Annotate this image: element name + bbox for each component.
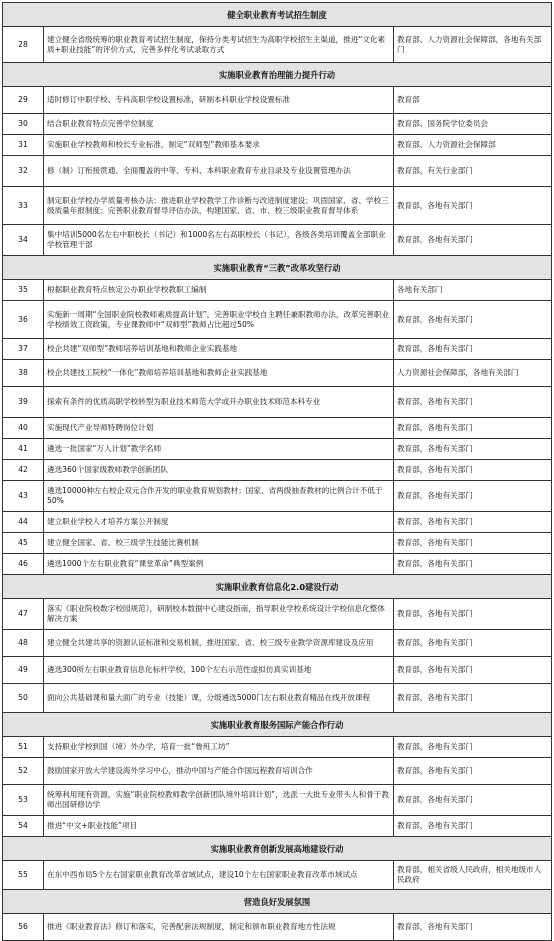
task-number: 40 bbox=[3, 418, 44, 439]
task-number: 48 bbox=[3, 630, 44, 657]
section-header-row bbox=[3, 3, 552, 27]
responsible-department: 教育部，各地有关部门 bbox=[393, 657, 551, 684]
responsible-department: 教育部，各地有关部门 bbox=[393, 481, 551, 512]
task-number: 46 bbox=[3, 554, 44, 575]
task-number: 41 bbox=[3, 439, 44, 460]
task-number: 45 bbox=[3, 533, 44, 554]
table-row bbox=[3, 599, 552, 630]
task-number: 50 bbox=[3, 684, 44, 713]
task-number: 28 bbox=[3, 27, 44, 63]
responsible-department: 教育部，各地有关部门 bbox=[393, 301, 551, 339]
task-number: 29 bbox=[3, 87, 44, 114]
responsible-department: 教育部、人力资源社会保障部，各地有关部门 bbox=[393, 27, 551, 63]
table-row bbox=[3, 27, 552, 63]
task-content: 推进“中文+职业技能”项目 bbox=[44, 816, 394, 837]
table-row bbox=[3, 630, 552, 657]
table-row bbox=[3, 187, 552, 225]
task-table bbox=[2, 2, 552, 941]
table-row bbox=[3, 914, 552, 941]
responsible-department: 教育部、人力资源社会保障部 bbox=[393, 135, 551, 156]
table-row bbox=[3, 684, 552, 713]
task-content: 统筹利用现有资源，实施“职业院校教师教学创新团队境外培训计划”，选派一大批专业带头人和骨干教师出国研修访学 bbox=[44, 785, 394, 816]
section-header-row bbox=[3, 256, 552, 280]
task-number: 38 bbox=[3, 360, 44, 387]
section-header-row bbox=[3, 837, 552, 861]
responsible-department: 人力资源社会保障部，各地有关部门 bbox=[393, 360, 551, 387]
task-content: 遴选一批国家“万人计划”教学名师 bbox=[44, 439, 394, 460]
section-header-row bbox=[3, 890, 552, 914]
responsible-department: 教育部，各地有关部门 bbox=[393, 737, 551, 758]
section-title: 实施职业教育“三教”改革攻坚行动 bbox=[3, 256, 552, 280]
task-content: 建立健全国家、省、校三级学生技能比赛机制 bbox=[44, 533, 394, 554]
table-row bbox=[3, 758, 552, 785]
task-number: 33 bbox=[3, 187, 44, 225]
section-title: 实施职业教育治理能力提升行动 bbox=[3, 63, 552, 87]
table-row bbox=[3, 785, 552, 816]
task-table-body bbox=[3, 3, 552, 941]
section-title: 营造良好发展氛围 bbox=[3, 890, 552, 914]
section-title: 实施职业教育信息化2.0建设行动 bbox=[3, 575, 552, 599]
responsible-department: 教育部，各地有关部门 bbox=[393, 630, 551, 657]
task-content: 根据职业教育特点核定公办职业学校教职工编制 bbox=[44, 280, 394, 301]
task-number: 42 bbox=[3, 460, 44, 481]
task-content: 实施新一周期“全国职业院校教师素质提高计划”，完善职业学校自主聘任兼职教师办法，改革完善职业学校绩效工资政策，专业课教师中“双师型”教师占比超过50% bbox=[44, 301, 394, 339]
table-row bbox=[3, 737, 552, 758]
responsible-department: 教育部，各地有关部门 bbox=[393, 418, 551, 439]
task-content: 探索有条件的优质高职学校转型为职业技术师范大学或开办职业技术师范本科专业 bbox=[44, 387, 394, 418]
task-content: 遴选300所左右职业教育信息化标杆学校，100个左右示范性虚拟仿真实训基地 bbox=[44, 657, 394, 684]
task-number: 47 bbox=[3, 599, 44, 630]
task-content: 制定职业学校办学质量考核办法；推进职业学校教学工作诊断与改进制度建设；巩固国家、省、学校三级质量年报制度；完善职业教育督导评估办法，构建国家、省、市、校三级职业教育督导体系 bbox=[44, 187, 394, 225]
task-content: 建立职业学校人才培养方案公开制度 bbox=[44, 512, 394, 533]
task-number: 53 bbox=[3, 785, 44, 816]
table-row bbox=[3, 418, 552, 439]
responsible-department: 教育部，各地有关部门 bbox=[393, 187, 551, 225]
task-content: 遴选1000个左右职业教育“课堂革命”典型案例 bbox=[44, 554, 394, 575]
task-content: 集中培训5000名左右中职校长（书记）和1000名左右高职校长（书记），各级各类培训覆盖全部职业学校管理干部 bbox=[44, 225, 394, 256]
task-number: 44 bbox=[3, 512, 44, 533]
task-number: 39 bbox=[3, 387, 44, 418]
task-content: 落实《职业院校数字校园规范》，研制校本数据中心建设指南，指导职业学校系统设计学校信息化整体解决方案 bbox=[44, 599, 394, 630]
task-number: 49 bbox=[3, 657, 44, 684]
task-content: 建立健全共建共享的资源认证标准和交易机制，推进国家、省、校三级专业教学资源库建设及应用 bbox=[44, 630, 394, 657]
table-row bbox=[3, 439, 552, 460]
responsible-department: 教育部 bbox=[393, 87, 551, 114]
table-row bbox=[3, 225, 552, 256]
task-content: 结合职业教育特点完善学位制度 bbox=[44, 114, 394, 135]
task-number: 32 bbox=[3, 156, 44, 187]
task-number: 36 bbox=[3, 301, 44, 339]
task-content: 遴选10000种左右校企双元合作开发的职业教育规划教材；国家、省两级抽查教材的比例合计不低于50% bbox=[44, 481, 394, 512]
task-content: 在东中西布局5个左右国家职业教育改革省域试点，建设10个左右国家职业教育改革市域试点 bbox=[44, 861, 394, 890]
table-row bbox=[3, 360, 552, 387]
responsible-department: 各地有关部门 bbox=[393, 280, 551, 301]
task-content: 校企共建技工院校“一体化”教师培养培训基地和教师企业实践基地 bbox=[44, 360, 394, 387]
section-header-row bbox=[3, 63, 552, 87]
table-row bbox=[3, 460, 552, 481]
table-row bbox=[3, 861, 552, 890]
task-number: 51 bbox=[3, 737, 44, 758]
table-row bbox=[3, 280, 552, 301]
table-row bbox=[3, 533, 552, 554]
responsible-department: 教育部，各地有关部门 bbox=[393, 533, 551, 554]
table-row bbox=[3, 657, 552, 684]
task-content: 推进《职业教育法》修订和落实，完善配套法规制度，制定和颁布职业教育地方性法规 bbox=[44, 914, 394, 941]
task-content: 实施职业学校教师和校长专业标准，制定“双师型”教师基本要求 bbox=[44, 135, 394, 156]
responsible-department: 教育部，各地有关部门 bbox=[393, 339, 551, 360]
section-title: 实施职业教育服务国际产能合作行动 bbox=[3, 713, 552, 737]
table-row bbox=[3, 816, 552, 837]
responsible-department: 教育部，各地有关部门 bbox=[393, 460, 551, 481]
responsible-department: 教育部，各地有关部门 bbox=[393, 599, 551, 630]
section-title: 健全职业教育考试招生制度 bbox=[3, 3, 552, 27]
task-content: 实施现代产业导师特聘岗位计划 bbox=[44, 418, 394, 439]
task-content: 建立健全省级统筹的职业教育考试招生制度，保持分类考试招生为高职学校招生主渠道，推进“文化素质+职业技能”的评价方式，完善多样化考试录取方式 bbox=[44, 27, 394, 63]
responsible-department: 教育部，各地有关部门 bbox=[393, 439, 551, 460]
table-row bbox=[3, 135, 552, 156]
table-row bbox=[3, 114, 552, 135]
table-row bbox=[3, 156, 552, 187]
task-content: 校企共建“双师型”教师培养培训基地和教师企业实践基地 bbox=[44, 339, 394, 360]
task-number: 34 bbox=[3, 225, 44, 256]
task-content: 修（制）订衔接贯通、全面覆盖的中等、专科、本科职业教育专业目录及专业设置管理办法 bbox=[44, 156, 394, 187]
responsible-department: 教育部，各地有关部门 bbox=[393, 785, 551, 816]
task-number: 31 bbox=[3, 135, 44, 156]
table-row bbox=[3, 481, 552, 512]
table-row bbox=[3, 554, 552, 575]
table-row bbox=[3, 339, 552, 360]
task-number: 52 bbox=[3, 758, 44, 785]
responsible-department: 教育部、国务院学位委员会 bbox=[393, 114, 551, 135]
responsible-department: 教育部，各地有关部门 bbox=[393, 387, 551, 418]
task-number: 43 bbox=[3, 481, 44, 512]
task-content: 支持职业学校到国（境）外办学，培育一批“鲁班工坊” bbox=[44, 737, 394, 758]
task-content: 鼓励国家开放大学建设海外学习中心，推动中国与产能合作国远程教育培训合作 bbox=[44, 758, 394, 785]
responsible-department: 教育部，各地有关部门 bbox=[393, 554, 551, 575]
table-row bbox=[3, 87, 552, 114]
task-content: 面向公共基础课和量大面广的专业（技能）课，分级遴选5000门左右职业教育精品在线开放课程 bbox=[44, 684, 394, 713]
table-row bbox=[3, 301, 552, 339]
responsible-department: 教育部，各地有关部门 bbox=[393, 225, 551, 256]
task-number: 56 bbox=[3, 914, 44, 941]
section-header-row bbox=[3, 575, 552, 599]
section-title: 实施职业教育创新发展高地建设行动 bbox=[3, 837, 552, 861]
responsible-department: 教育部，各地有关部门 bbox=[393, 758, 551, 785]
responsible-department: 教育部，相关省级人民政府，相关地级市人民政府 bbox=[393, 861, 551, 890]
task-number: 55 bbox=[3, 861, 44, 890]
task-number: 30 bbox=[3, 114, 44, 135]
task-content: 遴选360个国家级教师教学创新团队 bbox=[44, 460, 394, 481]
table-row bbox=[3, 387, 552, 418]
task-content: 适时修订中职学校、专科高职学校设置标准，研制本科职业学校设置标准 bbox=[44, 87, 394, 114]
responsible-department: 教育部，各地有关部门 bbox=[393, 816, 551, 837]
task-number: 37 bbox=[3, 339, 44, 360]
responsible-department: 教育部，各地有关部门 bbox=[393, 684, 551, 713]
responsible-department: 教育部，各地有关部门 bbox=[393, 914, 551, 941]
task-number: 35 bbox=[3, 280, 44, 301]
responsible-department: 教育部，各地有关部门 bbox=[393, 512, 551, 533]
responsible-department: 教育部，有关行业部门 bbox=[393, 156, 551, 187]
table-row bbox=[3, 512, 552, 533]
task-number: 54 bbox=[3, 816, 44, 837]
section-header-row bbox=[3, 713, 552, 737]
